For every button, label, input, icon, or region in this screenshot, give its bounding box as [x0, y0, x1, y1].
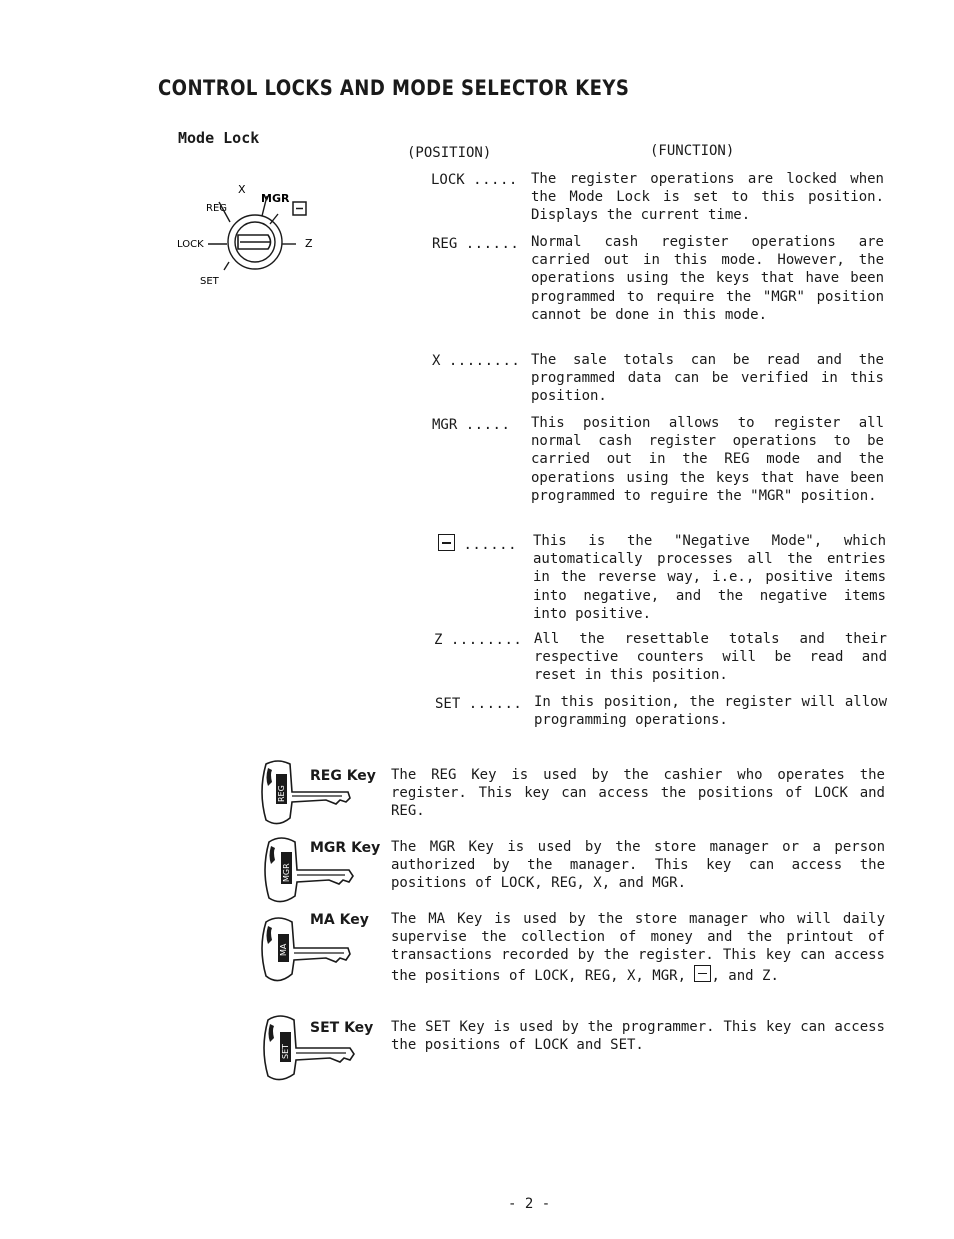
position-label-set: SET ......	[435, 696, 523, 712]
function-column-header: (FUNCTION)	[650, 143, 735, 159]
svg-text:MGR: MGR	[282, 863, 291, 882]
position-label-reg: REG ......	[432, 236, 520, 252]
ma-key-description: The MA Key is used by the store manager who will daily supervise the collection of money and the printout of transactions recorded by the register. This key can access the positions of LOCK, REG, X, MGR, , and Z.	[391, 911, 885, 984]
mode-lock-diagram	[170, 178, 330, 293]
negative-mode-icon	[438, 534, 455, 551]
diagram-label-set: SET	[200, 276, 219, 287]
mgr-key-description: The MGR Key is used by the store manager or a person authorized by the manager. This key can access the positions of LOCK, REG, X, and MGR.	[391, 839, 885, 892]
position-column-header: (POSITION)	[407, 145, 492, 161]
lock-dial	[208, 196, 296, 270]
diagram-label-mgr: MGR	[261, 192, 290, 205]
position-description-x: The sale totals can be read and the programmed data can be verified in this position.	[531, 352, 884, 405]
diagram-label-reg: REG	[206, 203, 228, 214]
position-label-negative: ......	[438, 534, 556, 553]
negative-mode-icon	[293, 202, 306, 215]
section-subtitle: Mode Lock	[178, 129, 260, 147]
svg-text:REG: REG	[277, 785, 286, 802]
set-key-description: The SET Key is used by the programmer. This key can access the positions of LOCK and SET.	[391, 1019, 885, 1054]
svg-text:MA: MA	[279, 943, 288, 956]
position-description-negative: This is the "Negative Mode", which automatically processes all the entries in the reverse way, i.e., positive items into negative, and the negative items into positive.	[533, 533, 886, 622]
set-key-label: SET Key	[310, 1020, 374, 1036]
diagram-label-lock: LOCK	[177, 239, 204, 250]
position-label-lock: LOCK .....	[431, 172, 518, 188]
position-description-reg: Normal cash register operations are carried out in this mode. However, the operations using the keys that have been programmed to require the "MGR" position cannot be done in this mode.	[531, 234, 884, 323]
reg-key-label: REG Key	[310, 768, 376, 784]
diagram-label-x: X	[238, 183, 246, 196]
position-description-mgr: This position allows to register all normal cash register operations to be carried out in the REG mode and the operations using the keys that have been programmed to reguire the "MGR" position.	[531, 415, 884, 504]
page-title: CONTROL LOCKS AND MODE SELECTOR KEYS	[158, 76, 630, 100]
page-number: - 2 -	[508, 1196, 551, 1212]
position-description-set: In this position, the register will allow programming operations.	[534, 694, 887, 729]
diagram-label-z: Z	[305, 237, 313, 250]
position-label-mgr: MGR .....	[432, 417, 511, 433]
mgr-key-label: MGR Key	[310, 840, 381, 856]
position-label-x: X ........	[432, 353, 521, 369]
reg-key-description: The REG Key is used by the cashier who operates the register. This key can access the positions of LOCK and REG.	[391, 767, 885, 820]
position-description-z: All the resettable totals and their respective counters will be read and reset in this position.	[534, 631, 887, 684]
ma-key-label: MA Key	[310, 912, 369, 928]
negative-mode-icon	[694, 965, 711, 982]
position-description-lock: The register operations are locked when the Mode Lock is set to this position. Displays the current time.	[531, 171, 884, 224]
svg-text:SET: SET	[281, 1043, 290, 1059]
position-label-z: Z ........	[434, 632, 523, 648]
